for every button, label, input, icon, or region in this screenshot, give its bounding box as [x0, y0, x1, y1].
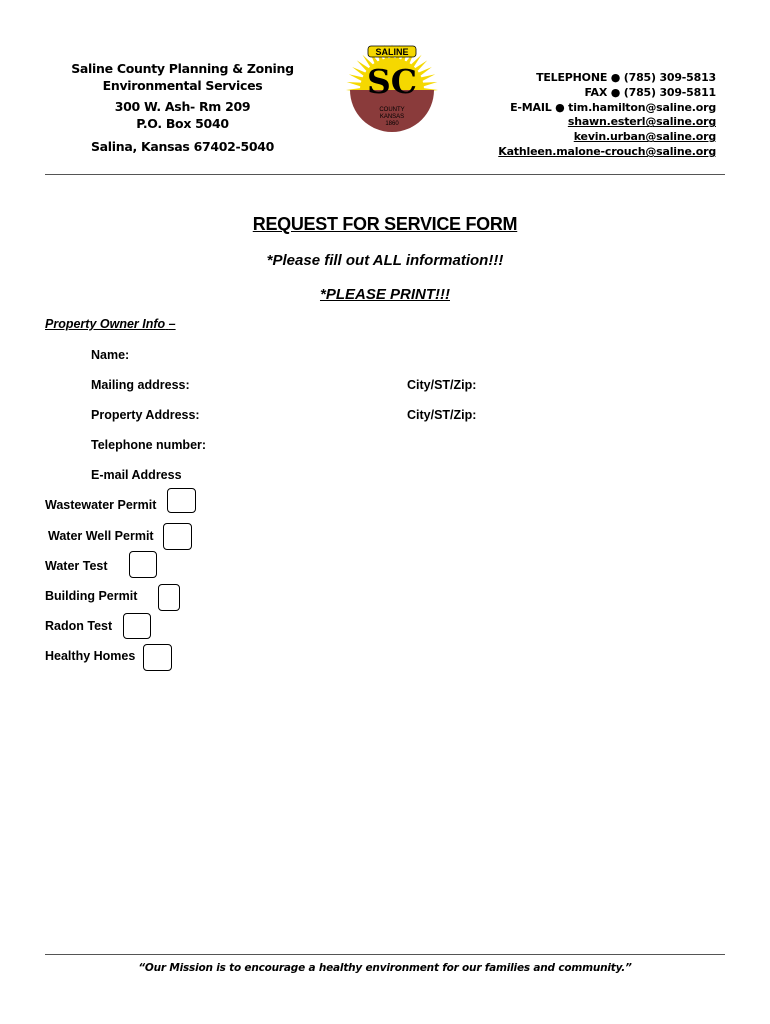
checkbox-label-healthy-homes: Healthy Homes: [45, 649, 136, 663]
seal-line-state: KANSAS: [379, 114, 405, 120]
seal-line-year: 1860: [385, 121, 399, 127]
org-name: Saline County Planning & Zoning: [71, 61, 294, 76]
seal-top-text: SALINE: [375, 47, 409, 57]
section-dash: –: [168, 317, 176, 331]
telephone-line: TELEPHONE ● (785) 309-5813: [536, 71, 716, 84]
property-address-label: Property Address:: [91, 408, 200, 422]
property-city-label: City/ST/Zip:: [407, 408, 477, 422]
footer-divider: [45, 954, 725, 955]
checkbox-healthy-homes[interactable]: [143, 644, 172, 671]
checkbox-label-building: Building Permit: [45, 589, 138, 603]
checkbox-label-wastewater: Wastewater Permit: [45, 498, 157, 512]
checkbox-label-water-test: Water Test: [45, 559, 108, 573]
street-address: 300 W. Ash- Rm 209: [114, 99, 251, 114]
checkbox-building-permit[interactable]: [158, 584, 180, 611]
name-field-label: Name:: [91, 348, 130, 362]
checkbox-label-water-well: Water Well Permit: [48, 529, 154, 543]
checkbox-wastewater-permit[interactable]: [167, 488, 196, 513]
instruction-fill-all: *Please fill out ALL information!!!: [266, 252, 504, 269]
email-link[interactable]: kevin.urban@saline.org: [573, 130, 716, 144]
instruction-print: *PLEASE PRINT!!!: [319, 286, 450, 303]
checkbox-label-radon: Radon Test: [45, 619, 113, 633]
mailing-city-label: City/ST/Zip:: [407, 378, 477, 392]
form-title: REQUEST FOR SERVICE FORM: [252, 214, 518, 234]
seal-initials: SC: [366, 62, 418, 101]
seal-line-county: COUNTY: [379, 107, 405, 113]
email-line: E-MAIL ● tim.hamilton@saline.org: [510, 100, 716, 114]
fax-line: FAX ● (785) 309-5811: [584, 85, 716, 99]
email-link[interactable]: Kathleen.malone-crouch@saline.org: [498, 144, 716, 158]
mailing-address-label: Mailing address:: [91, 378, 190, 392]
county-seal-logo: [342, 38, 442, 134]
mission-statement: “Our Mission is to encourage a healthy environment for our families and community.”: [138, 962, 632, 974]
po-box: P.O. Box 5040: [136, 116, 229, 131]
telephone-field-label: Telephone number:: [91, 438, 207, 452]
checkbox-radon-test[interactable]: [123, 613, 151, 639]
email-link[interactable]: shawn.esterl@saline.org: [567, 115, 716, 129]
email-field-label: E-mail Address: [91, 468, 182, 482]
org-address-block: [45, 60, 320, 155]
contact-block: [498, 71, 716, 160]
header-divider: [45, 174, 725, 175]
city-state-zip: Salina, Kansas 67402-5040: [90, 139, 275, 154]
checkbox-water-well-permit[interactable]: [163, 523, 192, 550]
section-heading: [45, 317, 176, 331]
checkbox-water-test[interactable]: [129, 551, 157, 578]
org-department: Environmental Services: [102, 78, 263, 93]
section-label: Property Owner Info: [45, 317, 166, 331]
